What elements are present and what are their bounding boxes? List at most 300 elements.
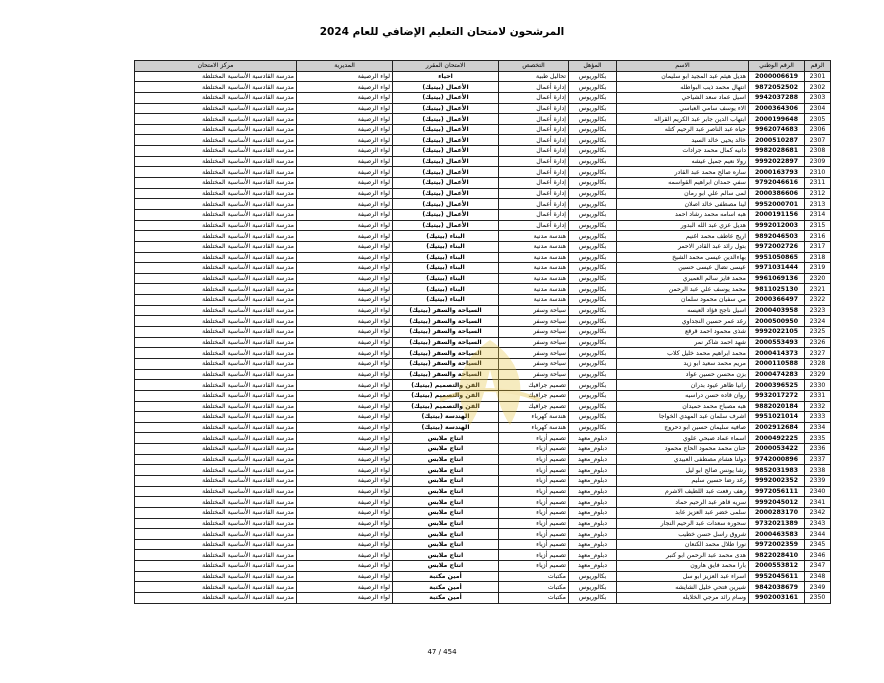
row-number: 2337: [805, 454, 831, 465]
candidates-table-container: [134, 60, 830, 604]
candidate-name: عيسى نضال عيسى حسين: [617, 263, 749, 274]
candidate-name: دانيه كمال محمد جرادات: [617, 146, 749, 157]
table-row: [135, 273, 831, 284]
national-id: 2002912684: [749, 422, 805, 433]
directorate: لواء الرصيفة: [297, 209, 393, 220]
row-number: 2333: [805, 412, 831, 423]
national-id: 9972056111: [749, 486, 805, 497]
candidate-name: مي سفيان محمود سلمان: [617, 295, 749, 306]
row-number: 2344: [805, 529, 831, 540]
header-qualification: المؤهل: [569, 61, 617, 72]
national-id: 2000386606: [749, 188, 805, 199]
row-number: 2332: [805, 401, 831, 412]
specialization: تصميم أزياء: [499, 539, 569, 550]
table-row: [135, 337, 831, 348]
directorate: لواء الرصيفة: [297, 518, 393, 529]
national-id: 2000414373: [749, 348, 805, 359]
exam-center: مدرسة القادسية الأساسية المختلطة: [135, 571, 297, 582]
qualification: بكالوريوس: [569, 593, 617, 604]
national-id: 9951021014: [749, 412, 805, 423]
national-id: 2000163793: [749, 167, 805, 178]
national-id: 2000396525: [749, 380, 805, 391]
specialization: إدارة أعمال: [499, 167, 569, 178]
row-number: 2330: [805, 380, 831, 391]
scheduled-exam: الأعمال (بيتيك): [393, 188, 499, 199]
row-number: 2338: [805, 465, 831, 476]
qualification: بكالوريوس: [569, 241, 617, 252]
candidate-name: هديل عزي عبد الله البدور: [617, 220, 749, 231]
row-number: 2331: [805, 390, 831, 401]
national-id: 9972002726: [749, 241, 805, 252]
directorate: لواء الرصيفة: [297, 507, 393, 518]
exam-center: مدرسة القادسية الأساسية المختلطة: [135, 507, 297, 518]
specialization: سياحة وسفر: [499, 316, 569, 327]
candidate-name: الاء يوسف سامي العباسي: [617, 103, 749, 114]
specialization: إدارة أعمال: [499, 82, 569, 93]
table-row: [135, 167, 831, 178]
row-number: 2341: [805, 497, 831, 508]
directorate: لواء الرصيفة: [297, 114, 393, 125]
directorate: لواء الرصيفة: [297, 241, 393, 252]
candidate-name: لينا مصطفى خالد اصلان: [617, 199, 749, 210]
qualification: بكالوريوس: [569, 156, 617, 167]
table-row: [135, 114, 831, 125]
specialization: تصميم أزياء: [499, 529, 569, 540]
qualification: دبلوم_معهد: [569, 465, 617, 476]
row-number: 2312: [805, 188, 831, 199]
directorate: لواء الرصيفة: [297, 82, 393, 93]
candidate-name: اسماء عماد صبحي علوي: [617, 433, 749, 444]
exam-center: مدرسة القادسية الأساسية المختلطة: [135, 486, 297, 497]
directorate: لواء الرصيفة: [297, 571, 393, 582]
directorate: لواء الرصيفة: [297, 465, 393, 476]
table-row: [135, 529, 831, 540]
scheduled-exam: الأعمال (بيتيك): [393, 167, 499, 178]
table-row: [135, 486, 831, 497]
specialization: سياحة وسفر: [499, 369, 569, 380]
scheduled-exam: السياحة والسفر (بيتيك): [393, 369, 499, 380]
national-id: 9742000896: [749, 454, 805, 465]
table-row: [135, 348, 831, 359]
row-number: 2336: [805, 444, 831, 455]
qualification: دبلوم_معهد: [569, 444, 617, 455]
candidate-name: حنان محمد محمود الحاج محمود: [617, 444, 749, 455]
qualification: بكالوريوس: [569, 348, 617, 359]
scheduled-exam: انتاج ملابس: [393, 486, 499, 497]
directorate: لواء الرصيفة: [297, 593, 393, 604]
table-row: [135, 231, 831, 242]
exam-center: مدرسة القادسية الأساسية المختلطة: [135, 241, 297, 252]
candidate-name: سفي حمدان ابراهيم القواسمه: [617, 178, 749, 189]
scheduled-exam: البناء (بيتيك): [393, 241, 499, 252]
candidate-name: هدى محمد عبد الرحمن ابو كنبر: [617, 550, 749, 561]
directorate: لواء الرصيفة: [297, 390, 393, 401]
scheduled-exam: الأعمال (بيتيك): [393, 92, 499, 103]
scheduled-exam: السياحة والسفر (بيتيك): [393, 305, 499, 316]
table-row: [135, 124, 831, 135]
table-row: [135, 465, 831, 476]
exam-center: مدرسة القادسية الأساسية المختلطة: [135, 71, 297, 82]
qualification: بكالوريوس: [569, 146, 617, 157]
qualification: بكالوريوس: [569, 571, 617, 582]
specialization: تصميم أزياء: [499, 444, 569, 455]
table-row: [135, 539, 831, 550]
table-row: [135, 209, 831, 220]
exam-center: مدرسة القادسية الأساسية المختلطة: [135, 593, 297, 604]
qualification: دبلوم_معهد: [569, 475, 617, 486]
row-number: 2340: [805, 486, 831, 497]
directorate: لواء الرصيفة: [297, 263, 393, 274]
candidate-name: اسراء عبد العزيز ابو سل: [617, 571, 749, 582]
table-row: [135, 284, 831, 295]
row-number: 2347: [805, 561, 831, 572]
qualification: دبلوم_معهد: [569, 486, 617, 497]
specialization: تصميم أزياء: [499, 507, 569, 518]
specialization: إدارة أعمال: [499, 135, 569, 146]
specialization: تصميم أزياء: [499, 518, 569, 529]
qualification: دبلوم_معهد: [569, 518, 617, 529]
row-number: 2316: [805, 231, 831, 242]
specialization: إدارة أعمال: [499, 209, 569, 220]
qualification: بكالوريوس: [569, 380, 617, 391]
candidate-name: محمد يوسف علي عبد الرحمن: [617, 284, 749, 295]
scheduled-exam: الأعمال (بيتيك): [393, 146, 499, 157]
scheduled-exam: انتاج ملابس: [393, 475, 499, 486]
directorate: لواء الرصيفة: [297, 231, 393, 242]
directorate: لواء الرصيفة: [297, 135, 393, 146]
exam-center: مدرسة القادسية الأساسية المختلطة: [135, 167, 297, 178]
directorate: لواء الرصيفة: [297, 539, 393, 550]
directorate: لواء الرصيفة: [297, 71, 393, 82]
specialization: تحاليل طبية: [499, 71, 569, 82]
specialization: هندسة مدنية: [499, 263, 569, 274]
table-row: [135, 433, 831, 444]
row-number: 2301: [805, 71, 831, 82]
exam-center: مدرسة القادسية الأساسية المختلطة: [135, 412, 297, 423]
national-id: 2000366497: [749, 295, 805, 306]
qualification: بكالوريوس: [569, 188, 617, 199]
candidate-name: لمى سالم علي ابو رمان: [617, 188, 749, 199]
exam-center: مدرسة القادسية الأساسية المختلطة: [135, 82, 297, 93]
row-number: 2327: [805, 348, 831, 359]
directorate: لواء الرصيفة: [297, 327, 393, 338]
scheduled-exam: البناء (بيتيك): [393, 252, 499, 263]
directorate: لواء الرصيفة: [297, 582, 393, 593]
specialization: هندسة كهرباء: [499, 412, 569, 423]
specialization: سياحة وسفر: [499, 327, 569, 338]
directorate: لواء الرصيفة: [297, 401, 393, 412]
directorate: لواء الرصيفة: [297, 295, 393, 306]
national-id: 9992022897: [749, 156, 805, 167]
directorate: لواء الرصيفة: [297, 220, 393, 231]
qualification: بكالوريوس: [569, 114, 617, 125]
exam-center: مدرسة القادسية الأساسية المختلطة: [135, 422, 297, 433]
directorate: لواء الرصيفة: [297, 529, 393, 540]
qualification: بكالوريوس: [569, 369, 617, 380]
candidate-name: رغد عمر حسين النجداوي: [617, 316, 749, 327]
qualification: دبلوم_معهد: [569, 497, 617, 508]
row-number: 2325: [805, 327, 831, 338]
row-number: 2306: [805, 124, 831, 135]
qualification: بكالوريوس: [569, 178, 617, 189]
directorate: لواء الرصيفة: [297, 92, 393, 103]
directorate: لواء الرصيفة: [297, 252, 393, 263]
row-number: 2302: [805, 82, 831, 93]
national-id: 9942037288: [749, 92, 805, 103]
specialization: سياحة وسفر: [499, 348, 569, 359]
exam-center: مدرسة القادسية الأساسية المختلطة: [135, 433, 297, 444]
exam-center: مدرسة القادسية الأساسية المختلطة: [135, 295, 297, 306]
table-row: [135, 550, 831, 561]
national-id: 9952045611: [749, 571, 805, 582]
row-number: 2315: [805, 220, 831, 231]
exam-center: مدرسة القادسية الأساسية المختلطة: [135, 550, 297, 561]
qualification: بكالوريوس: [569, 231, 617, 242]
row-number: 2326: [805, 337, 831, 348]
national-id: 2000553493: [749, 337, 805, 348]
table-row: [135, 263, 831, 274]
scheduled-exam: السياحة والسفر (بيتيك): [393, 327, 499, 338]
row-number: 2342: [805, 507, 831, 518]
table-row: [135, 92, 831, 103]
candidate-name: هبه اسامه محمد رشاد احمد: [617, 209, 749, 220]
candidate-name: بارا محمد فايق هارون: [617, 561, 749, 572]
directorate: لواء الرصيفة: [297, 273, 393, 284]
table-row: [135, 444, 831, 455]
candidate-name: محمد فايز سالم العميري: [617, 273, 749, 284]
specialization: تصميم جرافيك: [499, 401, 569, 412]
candidate-name: هبه مصباح محمد حميدان: [617, 401, 749, 412]
national-id: 9811025130: [749, 284, 805, 295]
candidate-name: ابتهاب الدين جابر عبد الكريم القراله: [617, 114, 749, 125]
exam-center: مدرسة القادسية الأساسية المختلطة: [135, 561, 297, 572]
qualification: بكالوريوس: [569, 422, 617, 433]
table-row: [135, 220, 831, 231]
header-specialization: التخصص: [499, 61, 569, 72]
exam-center: مدرسة القادسية الأساسية المختلطة: [135, 454, 297, 465]
national-id: 9962074683: [749, 124, 805, 135]
national-id: 9992022105: [749, 327, 805, 338]
row-number: 2345: [805, 539, 831, 550]
national-id: 9732021389: [749, 518, 805, 529]
row-number: 2317: [805, 241, 831, 252]
directorate: لواء الرصيفة: [297, 337, 393, 348]
table-row: [135, 412, 831, 423]
directorate: لواء الرصيفة: [297, 380, 393, 391]
scheduled-exam: انتاج ملابس: [393, 518, 499, 529]
specialization: تصميم أزياء: [499, 433, 569, 444]
national-id: 2000500950: [749, 316, 805, 327]
specialization: هندسة مدنية: [499, 295, 569, 306]
national-id: 2000006619: [749, 71, 805, 82]
specialization: تصميم أزياء: [499, 550, 569, 561]
specialization: تصميم جرافيك: [499, 380, 569, 391]
row-number: 2329: [805, 369, 831, 380]
qualification: بكالوريوس: [569, 92, 617, 103]
directorate: لواء الرصيفة: [297, 486, 393, 497]
directorate: لواء الرصيفة: [297, 284, 393, 295]
scheduled-exam: البناء (بيتيك): [393, 284, 499, 295]
candidate-name: سلمى خضر عبد العزيز عابد: [617, 507, 749, 518]
table-row: [135, 316, 831, 327]
table-row: [135, 305, 831, 316]
qualification: بكالوريوس: [569, 220, 617, 231]
qualification: دبلوم_معهد: [569, 550, 617, 561]
national-id: 2000553812: [749, 561, 805, 572]
qualification: بكالوريوس: [569, 412, 617, 423]
candidate-name: رانيا ظاهر عيود بدران: [617, 380, 749, 391]
header-exam-center: مركز الامتحان: [135, 61, 297, 72]
national-id: 9872052502: [749, 82, 805, 93]
row-number: 2311: [805, 178, 831, 189]
scheduled-exam: انتاج ملابس: [393, 539, 499, 550]
national-id: 2000403958: [749, 305, 805, 316]
scheduled-exam: انتاج ملابس: [393, 444, 499, 455]
qualification: دبلوم_معهد: [569, 529, 617, 540]
scheduled-exam: انتاج ملابس: [393, 550, 499, 561]
scheduled-exam: السياحة والسفر (بيتيك): [393, 358, 499, 369]
directorate: لواء الرصيفة: [297, 103, 393, 114]
directorate: لواء الرصيفة: [297, 199, 393, 210]
candidate-name: شيرين فتحي خليل الشايشه: [617, 582, 749, 593]
scheduled-exam: الأعمال (بيتيك): [393, 114, 499, 125]
exam-center: مدرسة القادسية الأساسية المختلطة: [135, 178, 297, 189]
directorate: لواء الرصيفة: [297, 369, 393, 380]
row-number: 2339: [805, 475, 831, 486]
qualification: بكالوريوس: [569, 263, 617, 274]
scheduled-exam: الأعمال (بيتيك): [393, 135, 499, 146]
directorate: لواء الرصيفة: [297, 146, 393, 157]
row-number: 2308: [805, 146, 831, 157]
exam-center: مدرسة القادسية الأساسية المختلطة: [135, 135, 297, 146]
candidate-name: بهاءالدين عيسى محمد الشيخ: [617, 252, 749, 263]
exam-center: مدرسة القادسية الأساسية المختلطة: [135, 529, 297, 540]
specialization: إدارة أعمال: [499, 178, 569, 189]
row-number: 2313: [805, 199, 831, 210]
exam-center: مدرسة القادسية الأساسية المختلطة: [135, 114, 297, 125]
national-id: 9882020184: [749, 401, 805, 412]
exam-center: مدرسة القادسية الأساسية المختلطة: [135, 444, 297, 455]
exam-center: مدرسة القادسية الأساسية المختلطة: [135, 327, 297, 338]
qualification: بكالوريوس: [569, 316, 617, 327]
specialization: تصميم جرافيك: [499, 390, 569, 401]
header-exam: الامتحان المقرر: [393, 61, 499, 72]
table-row: [135, 252, 831, 263]
scheduled-exam: انتاج ملابس: [393, 433, 499, 444]
exam-center: مدرسة القادسية الأساسية المختلطة: [135, 231, 297, 242]
specialization: مكتبات: [499, 593, 569, 604]
table-row: [135, 518, 831, 529]
specialization: تصميم أزياء: [499, 561, 569, 572]
candidate-name: خالد يحيى خالد السيد: [617, 135, 749, 146]
qualification: بكالوريوس: [569, 284, 617, 295]
directorate: لواء الرصيفة: [297, 188, 393, 199]
national-id: 9902003161: [749, 593, 805, 604]
exam-center: مدرسة القادسية الأساسية المختلطة: [135, 539, 297, 550]
directorate: لواء الرصيفة: [297, 412, 393, 423]
directorate: لواء الرصيفة: [297, 348, 393, 359]
directorate: لواء الرصيفة: [297, 497, 393, 508]
directorate: لواء الرصيفة: [297, 475, 393, 486]
national-id: 9992002352: [749, 475, 805, 486]
specialization: مكتبات: [499, 571, 569, 582]
exam-center: مدرسة القادسية الأساسية المختلطة: [135, 146, 297, 157]
national-id: 9992045012: [749, 497, 805, 508]
row-number: 2314: [805, 209, 831, 220]
directorate: لواء الرصيفة: [297, 316, 393, 327]
directorate: لواء الرصيفة: [297, 444, 393, 455]
scheduled-exam: السياحة والسفر (بيتيك): [393, 348, 499, 359]
header-national-id: الرقم الوطني: [749, 61, 805, 72]
qualification: دبلوم_معهد: [569, 539, 617, 550]
exam-center: مدرسة القادسية الأساسية المختلطة: [135, 465, 297, 476]
exam-center: مدرسة القادسية الأساسية المختلطة: [135, 124, 297, 135]
exam-center: مدرسة القادسية الأساسية المختلطة: [135, 273, 297, 284]
row-number: 2328: [805, 358, 831, 369]
table-row: [135, 71, 831, 82]
candidate-name: بتول رائد عبد القادر الاحمر: [617, 241, 749, 252]
row-number: 2335: [805, 433, 831, 444]
scheduled-exam: الأعمال (بيتيك): [393, 209, 499, 220]
qualification: دبلوم_معهد: [569, 507, 617, 518]
qualification: دبلوم_معهد: [569, 433, 617, 444]
exam-center: مدرسة القادسية الأساسية المختلطة: [135, 337, 297, 348]
table-row: [135, 135, 831, 146]
scheduled-exam: الأعمال (بيتيك): [393, 103, 499, 114]
candidate-name: دولنا هشام مصطفى العبيدي: [617, 454, 749, 465]
specialization: مكتبات: [499, 582, 569, 593]
candidate-name: محمد ابراهيم محمد خليل كلاب: [617, 348, 749, 359]
national-id: 9842038679: [749, 582, 805, 593]
directorate: لواء الرصيفة: [297, 178, 393, 189]
specialization: هندسة مدنية: [499, 231, 569, 242]
qualification: بكالوريوس: [569, 401, 617, 412]
candidate-name: رشا يونس صالح ابو ليل: [617, 465, 749, 476]
candidate-name: صافيه سليمان حسين ابو دحروج: [617, 422, 749, 433]
specialization: هندسة مدنية: [499, 273, 569, 284]
scheduled-exam: أمين مكتبة: [393, 571, 499, 582]
table-row: [135, 188, 831, 199]
scheduled-exam: الهندسة (بيتيك): [393, 412, 499, 423]
specialization: هندسة كهرباء: [499, 422, 569, 433]
national-id: 9952000701: [749, 199, 805, 210]
row-number: 2310: [805, 167, 831, 178]
exam-center: مدرسة القادسية الأساسية المختلطة: [135, 252, 297, 263]
specialization: إدارة أعمال: [499, 92, 569, 103]
table-row: [135, 82, 831, 93]
table-row: [135, 178, 831, 189]
row-number: 2324: [805, 316, 831, 327]
directorate: لواء الرصيفة: [297, 550, 393, 561]
scheduled-exam: البناء (بيتيك): [393, 273, 499, 284]
page-title: المرشحون لامتحان التعليم الإضافي للعام 2024: [319, 26, 565, 38]
table-row: [135, 295, 831, 306]
qualification: بكالوريوس: [569, 124, 617, 135]
exam-center: مدرسة القادسية الأساسية المختلطة: [135, 220, 297, 231]
candidate-name: بزن محسن حسين عواد: [617, 369, 749, 380]
table-row: [135, 369, 831, 380]
scheduled-exam: أمين مكتبة: [393, 582, 499, 593]
national-id: 2000492225: [749, 433, 805, 444]
candidate-name: اسيل ناجح فؤاد العيسه: [617, 305, 749, 316]
table-row: [135, 241, 831, 252]
exam-center: مدرسة القادسية الأساسية المختلطة: [135, 582, 297, 593]
table-row: [135, 199, 831, 210]
table-row: [135, 380, 831, 391]
exam-center: مدرسة القادسية الأساسية المختلطة: [135, 103, 297, 114]
scheduled-exam: أمين مكتبة: [393, 593, 499, 604]
national-id: 9982028681: [749, 146, 805, 157]
